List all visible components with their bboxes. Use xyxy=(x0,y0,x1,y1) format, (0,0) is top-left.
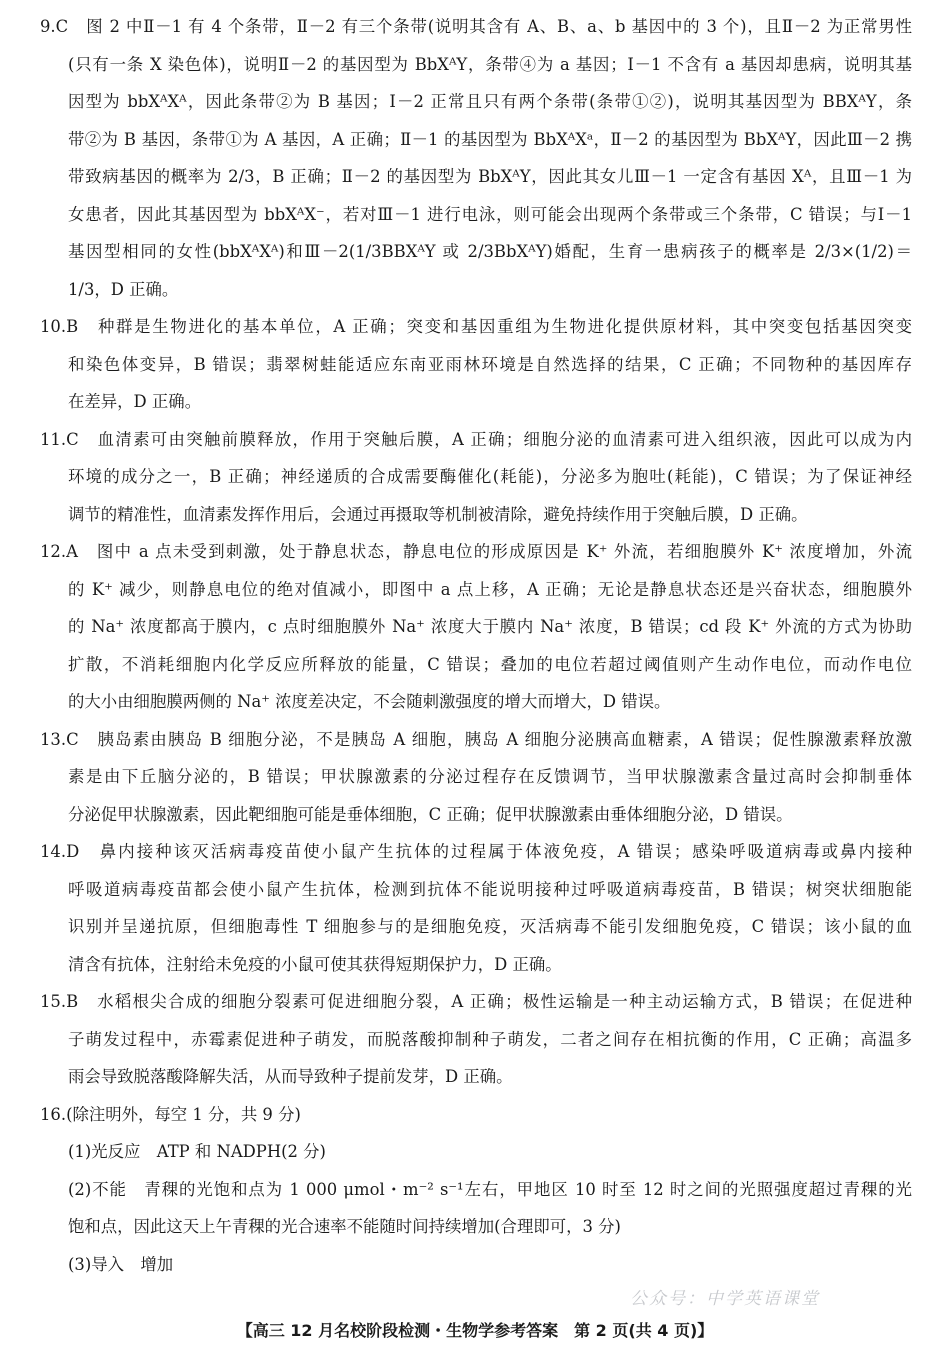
text-line: 识别并呈递抗原，但细胞毒性 T 细胞参与的是细胞免疫，灭活病毒不能引发细胞免疫，C 错误；该小鼠的血 xyxy=(68,917,912,936)
question-15 xyxy=(40,983,912,1096)
text-line: 14.D 鼻内接种该灭活病毒疫苗使小鼠产生抗体的过程属于体液免疫，A 错误；感染呼吸道病毒或鼻内接种 xyxy=(40,842,912,861)
text-line: 素是由下丘脑分泌的，B 错误；甲状腺激素的分泌过程存在反馈调节，当甲状腺激素含量过高时会抑制垂体 xyxy=(68,767,912,786)
text-line: 子萌发过程中，赤霉素促进种子萌发，而脱落酸抑制种子萌发，二者之间存在相抗衡的作用，C 正确；高温多 xyxy=(68,1029,912,1049)
text-line: 带②为 B 基因，条带①为 A 基因，A 正确；Ⅱ－1 的基因型为 BbXᴬXᵃ，Ⅱ－2 的基因型为 BbXᴬY，因此Ⅲ－2 携 xyxy=(68,129,912,149)
text-line: 清含有抗体，注射给未免疫的小鼠可使其获得短期保护力，D 正确。 xyxy=(68,954,562,974)
question-16 xyxy=(40,1096,912,1284)
text-line: 调节的精准性，血清素发挥作用后，会通过再摄取等机制被清除，避免持续作用于突触后膜，D 正确。 xyxy=(68,504,808,524)
text-line: 和染色体变异，B 错误；翡翠树蛙能适应东南亚雨林环境是自然选择的结果，C 正确；不同物种的基因库存 xyxy=(68,354,912,374)
question-9 xyxy=(40,8,912,308)
text-line: 12.A 图中 a 点未受到刺激，处于静息状态，静息电位的形成原因是 K⁺ 外流，若细胞膜外 K⁺ 浓度增加，外流 xyxy=(40,542,912,561)
question-11 xyxy=(40,421,912,534)
text-line: (只有一条 X 染色体)，说明Ⅱ－2 的基因型为 BbXᴬY，条带④为 a 基因；Ⅰ－1 不含有 a 基因却患病，说明其基 xyxy=(68,54,912,74)
answer-content xyxy=(40,8,912,1283)
text-line: 13.C 胰岛素由胰岛 B 细胞分泌，不是胰岛 A 细胞，胰岛 A 细胞分泌胰高血糖素，A 错误；促性腺激素释放激 xyxy=(40,729,912,749)
question-12 xyxy=(40,533,912,721)
question-16-part-1: (1)光反应 ATP 和 NADPH(2 分) xyxy=(68,1142,326,1161)
question-13 xyxy=(40,721,912,834)
text-line: 扩散，不消耗细胞内化学反应所释放的能量，C 错误；叠加的电位若超过阈值则产生动作电位，而动作电位 xyxy=(68,654,912,674)
watermark: 公众号：中学英语课堂 xyxy=(630,1289,820,1309)
text-line: 呼吸道病毒疫苗都会使小鼠产生抗体，检测到抗体不能说明接种过呼吸道病毒疫苗，B 错误；树突状细胞能 xyxy=(68,879,912,899)
text-line: 的大小由细胞膜两侧的 Na⁺ 浓度差决定，不会随刺激强度的增大而增大，D 错误。 xyxy=(68,692,671,711)
question-16-part-2: (2)不能 青稞的光饱和点为 1 000 μmol・m⁻² s⁻¹左右，甲地区 10 时至 12 时之间的光照强度超过青稞的光 xyxy=(68,1179,912,1199)
text-line: 9.C 图 2 中Ⅱ－1 有 4 个条带，Ⅱ－2 有三个条带(说明其含有 A、B、a、b 基因中的 3 个)，且Ⅱ－2 为正常男性 xyxy=(40,17,912,36)
text-line: 11.C 血清素可由突触前膜释放，作用于突触后膜，A 正确；细胞分泌的血清素可进入组织液，因此可以成为内 xyxy=(40,429,912,449)
text-line: 环境的成分之一，B 正确；神经递质的合成需要酶催化(耗能)，分泌多为胞吐(耗能)，C 错误；为了保证神经 xyxy=(68,467,912,486)
question-16-header: 16.(除注明外，每空 1 分，共 9 分) xyxy=(40,1104,301,1124)
text-line: 分泌促甲状腺激素，因此靶细胞可能是垂体细胞，C 正确；促甲状腺激素由垂体细胞分泌，D 错误。 xyxy=(68,804,793,824)
text-line: 雨会导致脱落酸降解失活，从而导致种子提前发芽，D 正确。 xyxy=(68,1067,513,1086)
text-line: 15.B 水稻根尖合成的细胞分裂素可促进细胞分裂，A 正确；极性运输是一种主动运输方式，B 错误；在促进种 xyxy=(40,992,912,1011)
text-line: 女患者，因此其基因型为 bbXᴬX⁻，若对Ⅲ－1 进行电泳，则可能会出现两个条带或三个条带，C 错误；与Ⅰ－1 xyxy=(68,204,912,224)
question-16-part-3: (3)导入 增加 xyxy=(68,1254,174,1274)
question-16-part-2: 饱和点，因此这天上午青稞的光合速率不能随时间持续增加(合理即可，3 分) xyxy=(68,1217,621,1236)
question-10 xyxy=(40,308,912,421)
text-line: 带致病基因的概率为 2/3，B 正确；Ⅱ－2 的基因型为 BbXᴬY，因此其女儿Ⅲ－1 一定含有基因 Xᴬ，且Ⅲ－1 为 xyxy=(68,167,912,186)
text-line: 基因型相同的女性(bbXᴬXᴬ)和Ⅲ－2(1/3BBXᴬY 或 2/3BbXᴬY)婚配，生育一患病孩子的概率是 2/3×(1/2)＝ xyxy=(68,242,912,261)
text-line: 在差异，D 正确。 xyxy=(68,392,202,411)
question-14 xyxy=(40,833,912,983)
page-footer: 【高三 12 月名校阶段检测・生物学参考答案 第 2 页(共 4 页)】 xyxy=(236,1321,714,1340)
text-line: 1/3，D 正确。 xyxy=(68,279,179,299)
text-line: 因型为 bbXᴬXᴬ，因此条带②为 B 基因；Ⅰ－2 正常且只有两个条带(条带①②)，说明其基因型为 BBXᴬY，条 xyxy=(68,92,912,111)
text-line: 的 K⁺ 减少，则静息电位的绝对值减小，即图中 a 点上移，A 正确；无论是静息状态还是兴奋状态，细胞膜外 xyxy=(68,579,912,599)
text-line: 的 Na⁺ 浓度都高于膜内，c 点时细胞膜外 Na⁺ 浓度大于膜内 Na⁺ 浓度，B 错误；cd 段 K⁺ 外流的方式为协助 xyxy=(68,617,912,636)
text-line: 10.B 种群是生物进化的基本单位，A 正确；突变和基因重组为生物进化提供原材料，其中突变包括基因突变 xyxy=(40,317,912,336)
